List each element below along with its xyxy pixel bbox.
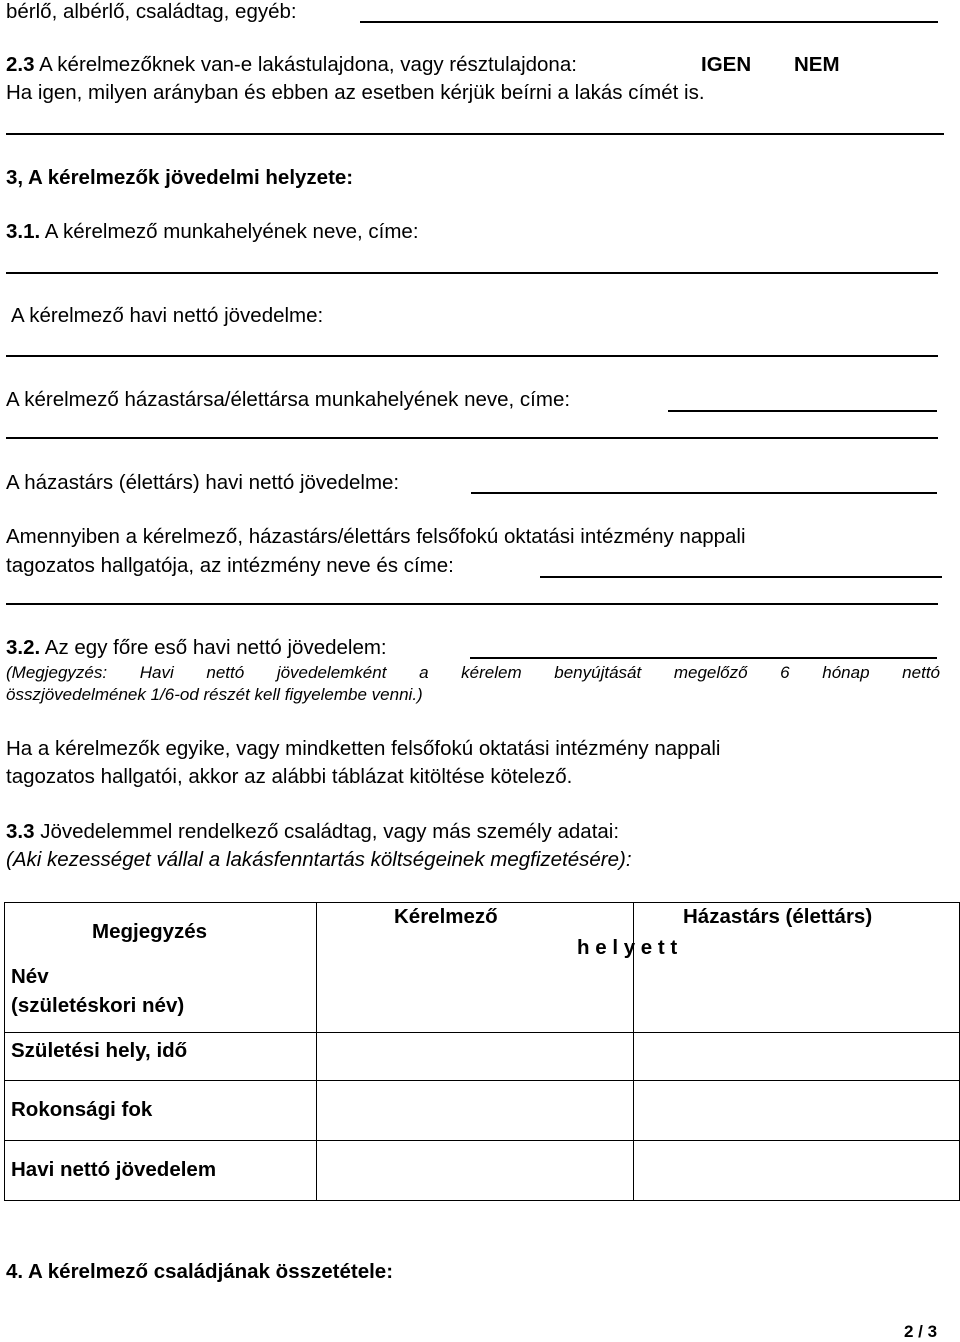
income-note-line-1: (Megjegyzés: Havi nettó jövedelemként a kérelem benyújtását megelőző 6 hónap nettó bbox=[6, 663, 940, 682]
spouse-income-label: A házastárs (élettárs) havi nettó jövedelme: bbox=[6, 471, 400, 494]
hazastars-name-cell[interactable] bbox=[634, 903, 960, 1033]
hazastars-szul-cell[interactable] bbox=[634, 1033, 960, 1081]
spouse-employer-field[interactable] bbox=[668, 410, 937, 412]
institution-field-2[interactable] bbox=[6, 603, 938, 605]
section-3-2-label: 3.2. Az egy főre eső havi nettó jövedelem: bbox=[6, 636, 387, 659]
section-2-3-question: 2.3 A kérelmezőknek van-e lakástulajdona, vagy résztulajdona: bbox=[6, 53, 577, 76]
spouse-income-field[interactable] bbox=[471, 492, 937, 494]
row-nev-label: Név bbox=[11, 965, 49, 988]
employer-field[interactable] bbox=[6, 272, 938, 274]
ownership-field[interactable] bbox=[6, 133, 944, 135]
institution-field[interactable] bbox=[540, 576, 942, 578]
row-havi-label-cell bbox=[5, 1141, 317, 1201]
section-3-3-sub: (Aki kezességet vállal a lakásfenntartás költségeinek megfizetésére): bbox=[6, 848, 632, 871]
answer-nem[interactable]: NEM bbox=[794, 53, 840, 76]
guarantor-table bbox=[4, 902, 960, 1201]
income-note-line-2: összjövedelmének 1/6-od részét kell figyelembe venni.) bbox=[6, 685, 423, 705]
student-table-line-2: tagozatos hallgatói, akkor az alábbi táblázat kitöltése kötelező. bbox=[6, 765, 573, 788]
applicant-income-label: A kérelmező havi nettó jövedelme: bbox=[11, 304, 324, 327]
row-szul-label: Születési hely, idő bbox=[11, 1039, 188, 1062]
kerelmezo-rokon-cell[interactable] bbox=[317, 1081, 634, 1141]
answer-igen[interactable]: IGEN bbox=[701, 53, 752, 76]
section-3-title: 3, A kérelmezők jövedelmi helyzete: bbox=[6, 166, 354, 189]
header-megjegyzes: Megjegyzés bbox=[92, 920, 208, 943]
per-capita-income-field[interactable] bbox=[470, 657, 937, 659]
section-3-1-label: 3.1. A kérelmező munkahelyének neve, címe: bbox=[6, 220, 419, 243]
spouse-employer-field-2[interactable] bbox=[6, 437, 938, 439]
applicant-income-field[interactable] bbox=[6, 355, 938, 357]
hazastars-havi-cell[interactable] bbox=[634, 1141, 960, 1201]
student-line-1: Amennyiben a kérelmező, házastárs/élettárs felsőfokú oktatási intézmény nappali bbox=[6, 525, 746, 548]
row-havi-label: Havi nettó jövedelem bbox=[11, 1158, 217, 1181]
header-helyett: h e l y e t t bbox=[577, 936, 678, 959]
section-2-3-instruction: Ha igen, milyen arányban és ebben az esetben kérjük beírni a lakás címét is. bbox=[6, 81, 705, 104]
row-rokon-label-cell bbox=[5, 1081, 317, 1141]
header-hazastars: Házastárs (élettárs) bbox=[683, 905, 873, 928]
row-rokon-label: Rokonsági fok bbox=[11, 1098, 153, 1121]
kerelmezo-szul-cell[interactable] bbox=[317, 1033, 634, 1081]
header-kerelmezo: Kérelmező bbox=[394, 905, 498, 928]
kerelmezo-name-cell[interactable] bbox=[317, 903, 678, 1033]
row-nev-sub-label: (születéskori név) bbox=[11, 994, 185, 1017]
section-4-title: 4. A kérelmező családjának összetétele: bbox=[6, 1260, 394, 1283]
hazastars-rokon-cell[interactable] bbox=[634, 1081, 960, 1141]
header-label-cell bbox=[5, 903, 317, 1033]
section-3-3-label: 3.3 Jövedelemmel rendelkező családtag, vagy más személy adatai: bbox=[6, 820, 620, 843]
row-szul-label-cell bbox=[5, 1033, 317, 1081]
student-line-2: tagozatos hallgatója, az intézmény neve és címe: bbox=[6, 554, 454, 577]
tenant-status-field[interactable] bbox=[360, 21, 938, 23]
student-table-line-1: Ha a kérelmezők egyike, vagy mindketten felsőfokú oktatási intézmény nappali bbox=[6, 737, 721, 760]
spouse-employer-label: A kérelmező házastársa/élettársa munkahelyének neve, címe: bbox=[6, 388, 571, 411]
kerelmezo-havi-cell[interactable] bbox=[317, 1141, 634, 1201]
page-number: 2 / 3 bbox=[904, 1322, 938, 1341]
income-note bbox=[6, 662, 940, 707]
tenant-status-label: bérlő, albérlő, családtag, egyéb: bbox=[6, 0, 297, 23]
